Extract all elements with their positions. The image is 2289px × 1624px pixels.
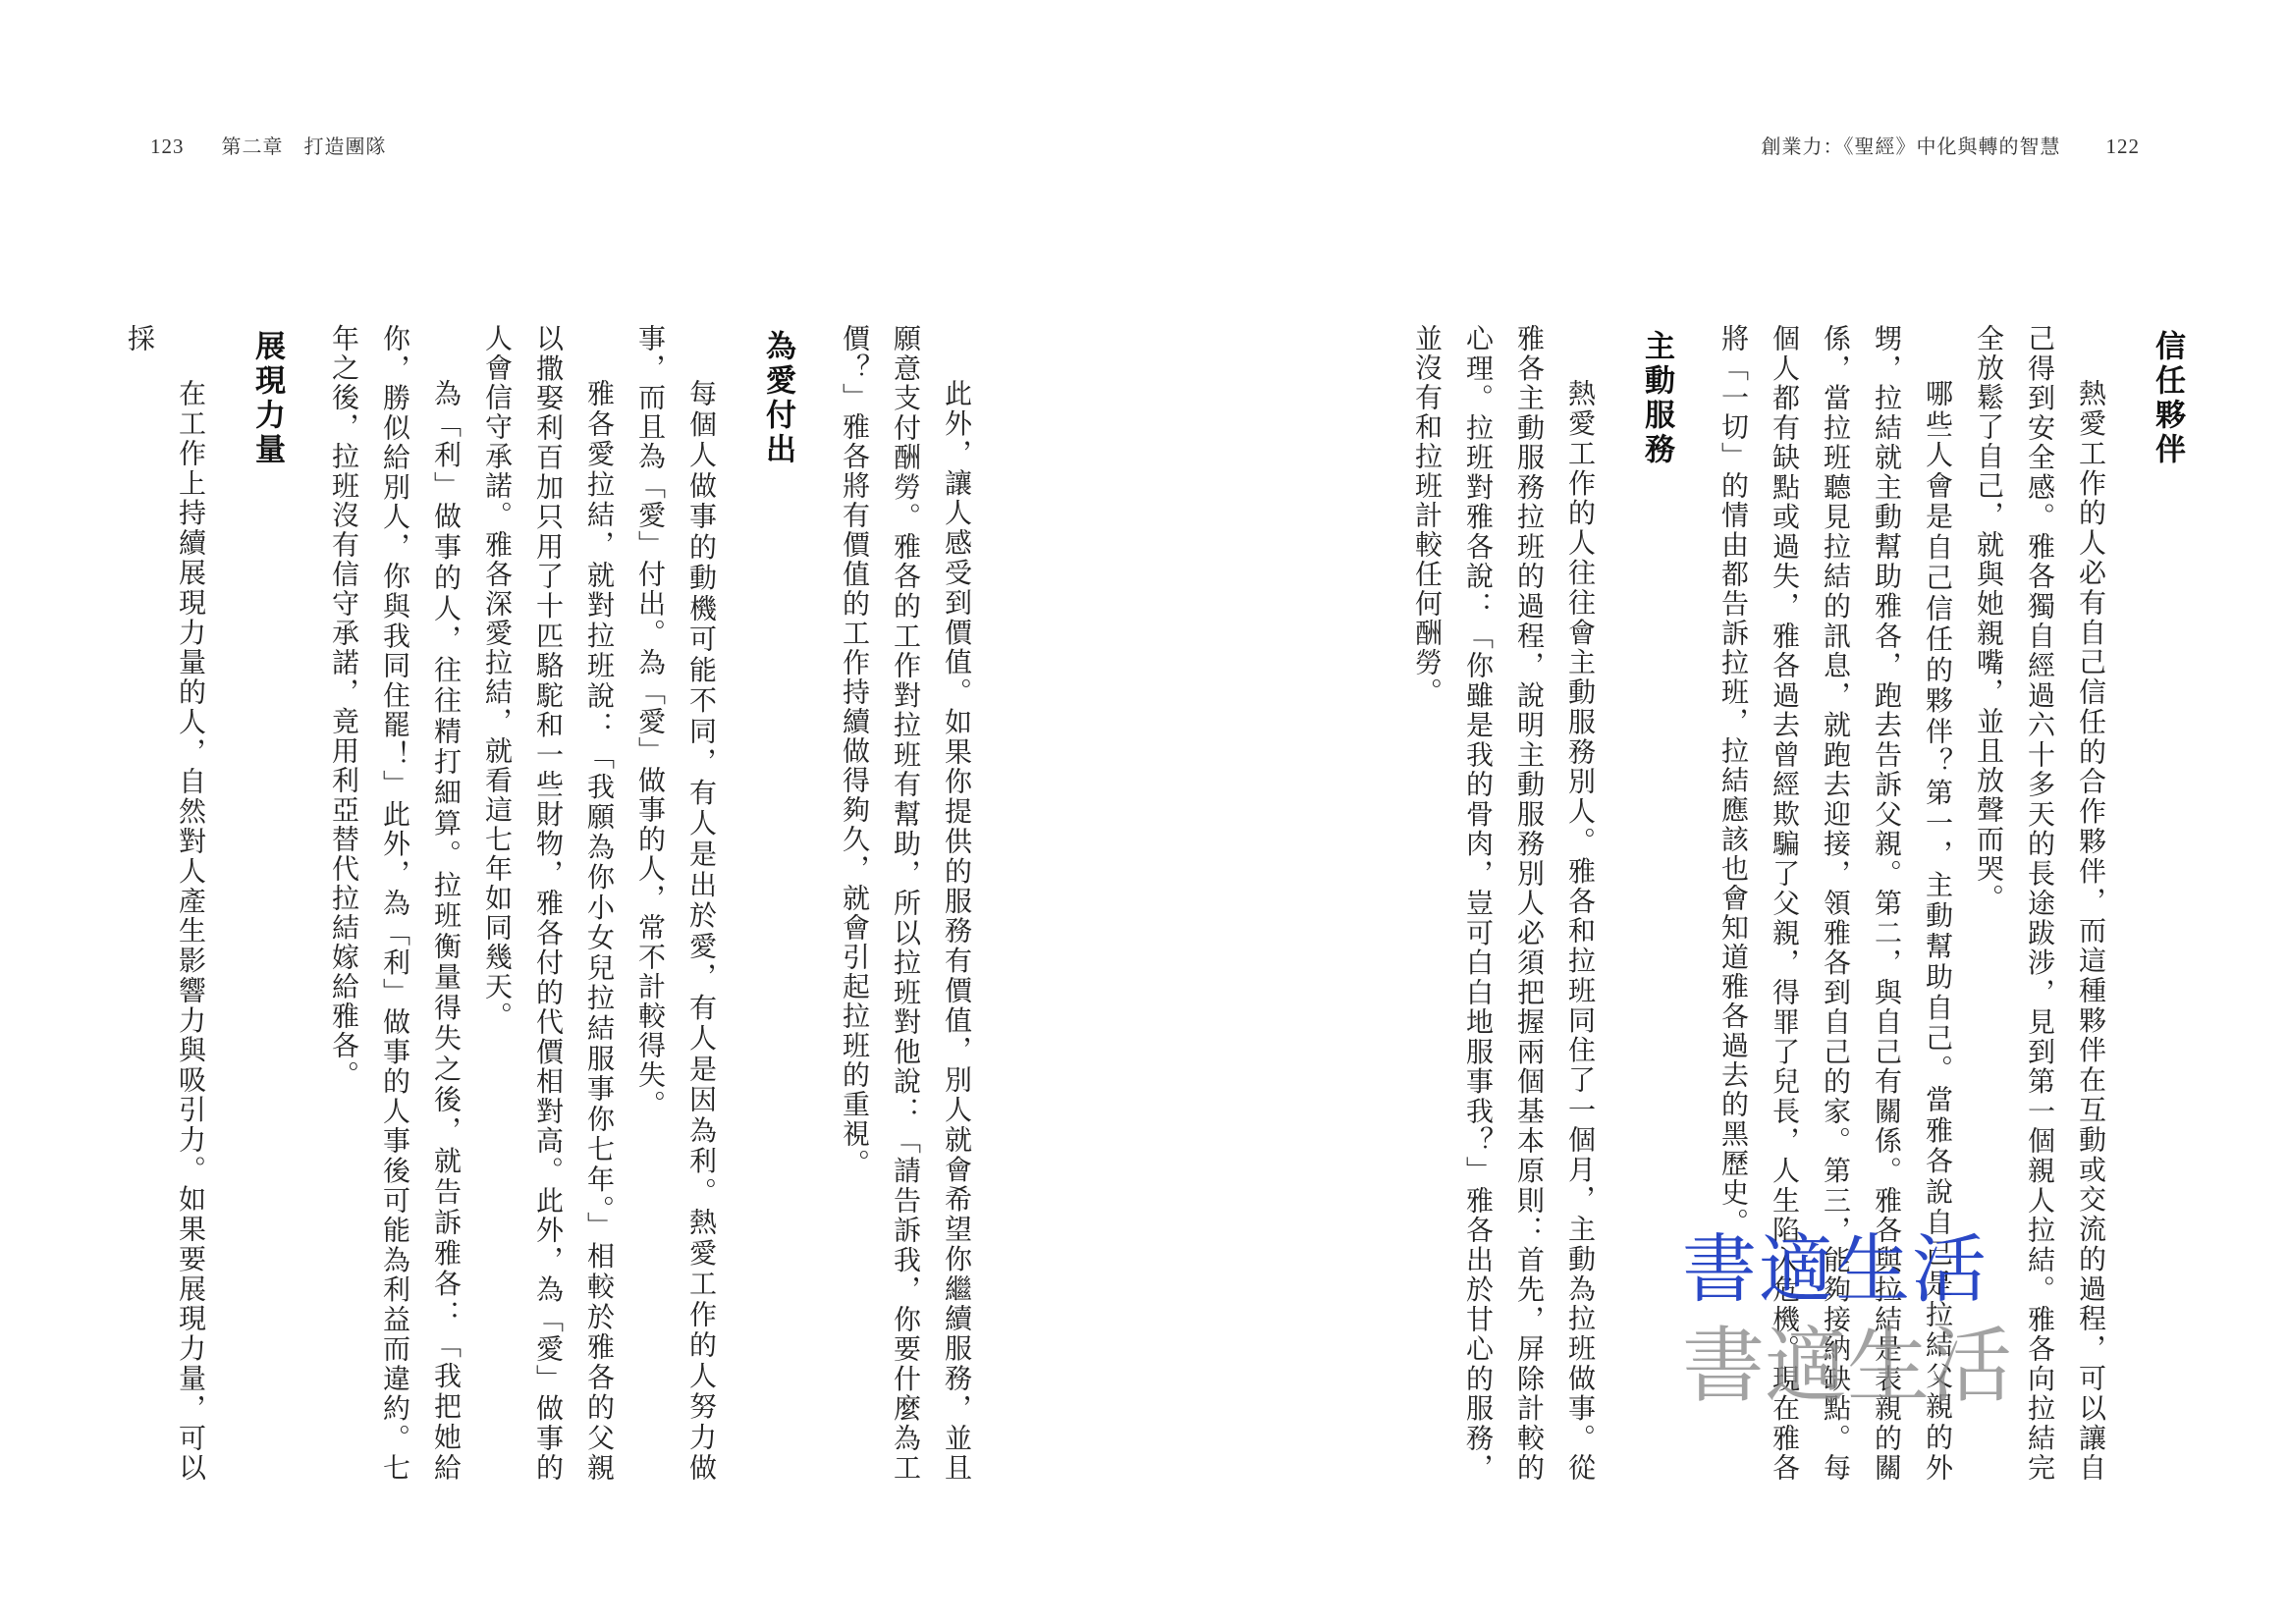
paragraph: 哪些人會是自己信任的夥伴？第一，主動幫助自己。當雅各說自己是拉結父親的外甥，拉結就主動幫助雅各，跑去告訴父親。第二，與自己有關係。雅各與拉結是表親的關係，當拉班聽見拉結的訊息，就跑去迎接，領雅各到自己的家。第三，能夠接納缺點。每個人都有缺點或過失，雅各過去曾經欺騙了父親，得罪了兒長，人生陷入危機。現在雅各將「一切」的情由都告訴拉班，拉結應該也會知道雅各過去的黑歷史。 xyxy=(1717,324,1954,1483)
page-body-left xyxy=(20,324,982,1483)
section-heading-trust-partner: 信任夥伴 xyxy=(2150,330,2185,467)
paragraph: 為「利」做事的人，往往精打細算。拉班衡量得失之後，就告訴雅各：「我把她給你，勝似給別人，你與我同住罷！」此外，為「利」做事的人事後可能為利益而違約。七年之後，拉班沒有信守承諾，竟用利亞替代拉結嫁給雅各。 xyxy=(328,324,463,1483)
left-page xyxy=(0,0,1144,1624)
page-number-left: 123 xyxy=(150,135,185,158)
paragraph: 熱愛工作的人往往會主動服務別人。雅各和拉班同住了一個月，主動為拉班做事。從雅各主動服務拉班的過程，說明主動服務別人必須把握兩個基本原則：首先，屏除計較的心理。拉班對雅各說：「你雖是我的骨肉，豈可白白地服事我？」雅各出於甘心的服務，並沒有和拉班計較任何酬勞。 xyxy=(1411,324,1597,1483)
paragraph: 在工作上持續展現力量的人，自然對人產生影響力與吸引力。如果要展現力量，可以採 xyxy=(124,324,207,1483)
right-page xyxy=(1145,0,2289,1624)
section-heading-show-strength: 展現力量 xyxy=(249,330,285,467)
page-header-left xyxy=(150,131,387,159)
watermark-secondary: 書適生活 xyxy=(1682,1318,2013,1414)
page-header-right xyxy=(1762,131,2141,159)
watermark-primary: 書適生活 xyxy=(1682,1225,1989,1313)
paragraph: 雅各愛拉結，就對拉班說：「我願為你小女兒拉結服事你七年。」相較於雅各的父親以撒娶利百加只用了十匹駱駝和一些財物，雅各付的代價相對高。此外，為「愛」做事的人會信守承諾。雅各深愛拉結，就看這七年如同幾天。 xyxy=(481,324,616,1483)
page-number-right: 122 xyxy=(2105,135,2140,158)
paragraph: 此外，讓人感受到價值。如果你提供的服務有價值，別人就會希望你繼續服務，並且願意支付酬勞。雅各的工作對拉班有幫助，所以拉班對他說：「請告訴我，你要什麼為工價？」雅各將有價值的工作持續做得夠久，就會引起拉班的重視。 xyxy=(839,324,973,1483)
section-heading-active-service: 主動服務 xyxy=(1639,330,1674,467)
page-body-right xyxy=(1211,324,2193,1483)
section-heading-give-for-love: 為愛付出 xyxy=(760,330,795,467)
chapter-title: 第二章 打造團隊 xyxy=(221,135,387,158)
paragraph: 每個人做事的動機可能不同，有人是出於愛，有人是因為利。熱愛工作的人努力做事，而且為「愛」付出。為「愛」做事的人，常不計較得失。 xyxy=(634,324,718,1483)
book-title: 創業力：《聖經》中化與轉的智慧 xyxy=(1761,135,2061,158)
paragraph: 熱愛工作的人必有自己信任的合作夥伴，而這種夥伴在互動或交流的過程，可以讓自己得到安全感。雅各獨自經過六十多天的長途跋涉，見到第一個親人拉結。雅各向拉結完全放鬆了自己，就與她親嘴，並且放聲而哭。 xyxy=(1973,324,2107,1483)
